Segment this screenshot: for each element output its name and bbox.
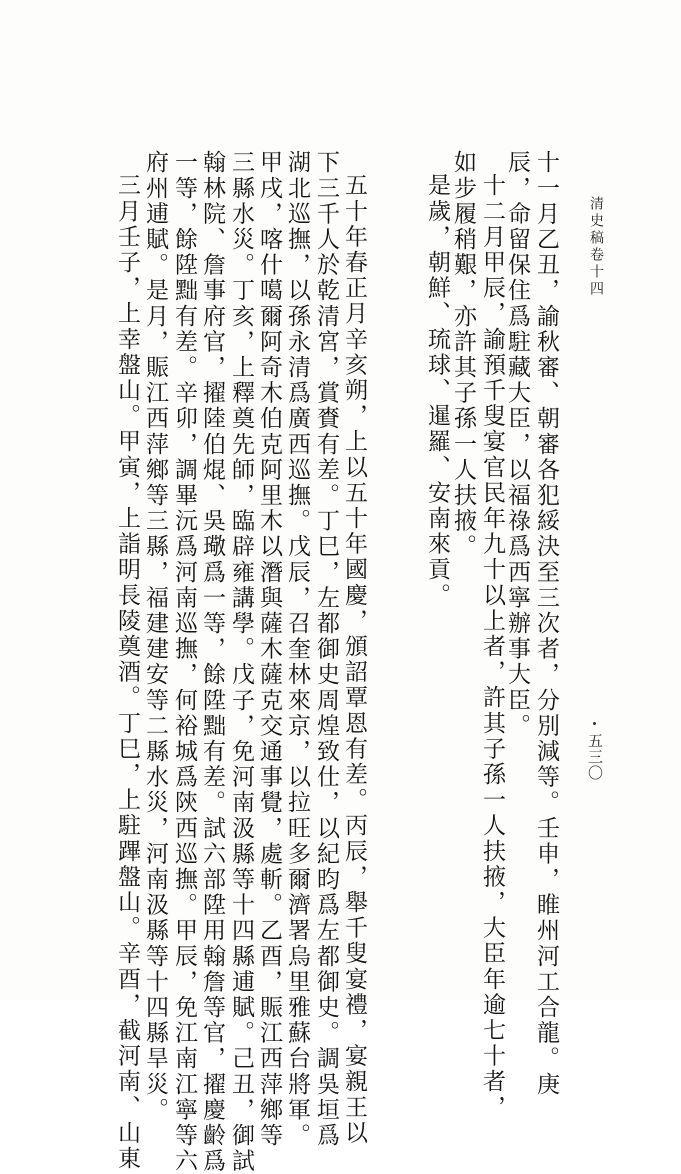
text-column-1: 十一月乙丑，諭秋審、朝審各犯綏決至三次者，分別減等。壬申，睢州河工合龍。庚 xyxy=(533,150,559,1098)
text-column-5: 是歲，朝鮮、琉球、暹羅、安南來貢。 xyxy=(424,173,450,609)
running-title: 清史稿卷十四 xyxy=(588,196,604,298)
text-column-13: 府州逋賦。是月，賑江西萍鄉等三縣，福建建安等二縣水災，河南汲縣等十四縣旱災。 xyxy=(142,150,168,1123)
text-column-8: 湖北巡撫，以孫永清爲廣西巡撫。戊辰，召奎林來京，以拉旺多爾濟署烏里雅蘇台將軍。 xyxy=(284,150,310,1149)
text-column-7: 下三千人於乾清宮，賞賚有差。丁巳，左都御史周煌致仕，以紀昀爲左都御史。調吳垣爲 xyxy=(313,150,339,1149)
text-column-2: 辰，命留保住爲駐藏大臣，以福祿爲西寧辦事大臣。 xyxy=(504,150,530,739)
text-column-11: 翰林院、詹事府官，擢陸伯焜、吳璥爲一等，餘陞黜有差。試六部陞用翰詹等官，擢慶齡爲 xyxy=(199,150,225,1174)
text-column-14: 三月壬子，上幸盤山。甲寅，上詣明長陵奠酒。丁巳，上駐蹕盤山。辛酉，截河南、山東 xyxy=(114,173,140,1172)
text-column-3: 十二月甲辰，諭預千叟宴官民年九十以上者，許其子孫一人扶掖，大臣年逾七十者， xyxy=(479,173,505,1121)
text-column-6: 五十年春正月辛亥朔，上以五十年國慶，頒詔覃恩有差。丙辰，舉千叟宴禮，宴親王以 xyxy=(341,173,367,1146)
page-number: 五三〇 xyxy=(586,733,604,781)
ink-dot xyxy=(593,722,596,725)
text-column-9: 甲戌，喀什噶爾阿奇木伯克阿里木以潛與薩木薩克交通事覺，處斬。乙酉，賑江西萍鄉等 xyxy=(256,150,282,1149)
text-column-10: 三縣水災。丁亥，上釋奠先師，臨辟雍講學。戊子，免河南汲縣等十四縣逋賦。己丑，御試 xyxy=(228,150,254,1174)
text-column-4: 如步履稍艱，亦許其子孫一人扶掖。 xyxy=(450,150,476,560)
text-column-12: 一等，餘陞黜有差。辛卯，調畢沅爲河南巡撫，何裕城爲陝西巡撫。甲辰，免江南江寧等六 xyxy=(171,150,197,1174)
